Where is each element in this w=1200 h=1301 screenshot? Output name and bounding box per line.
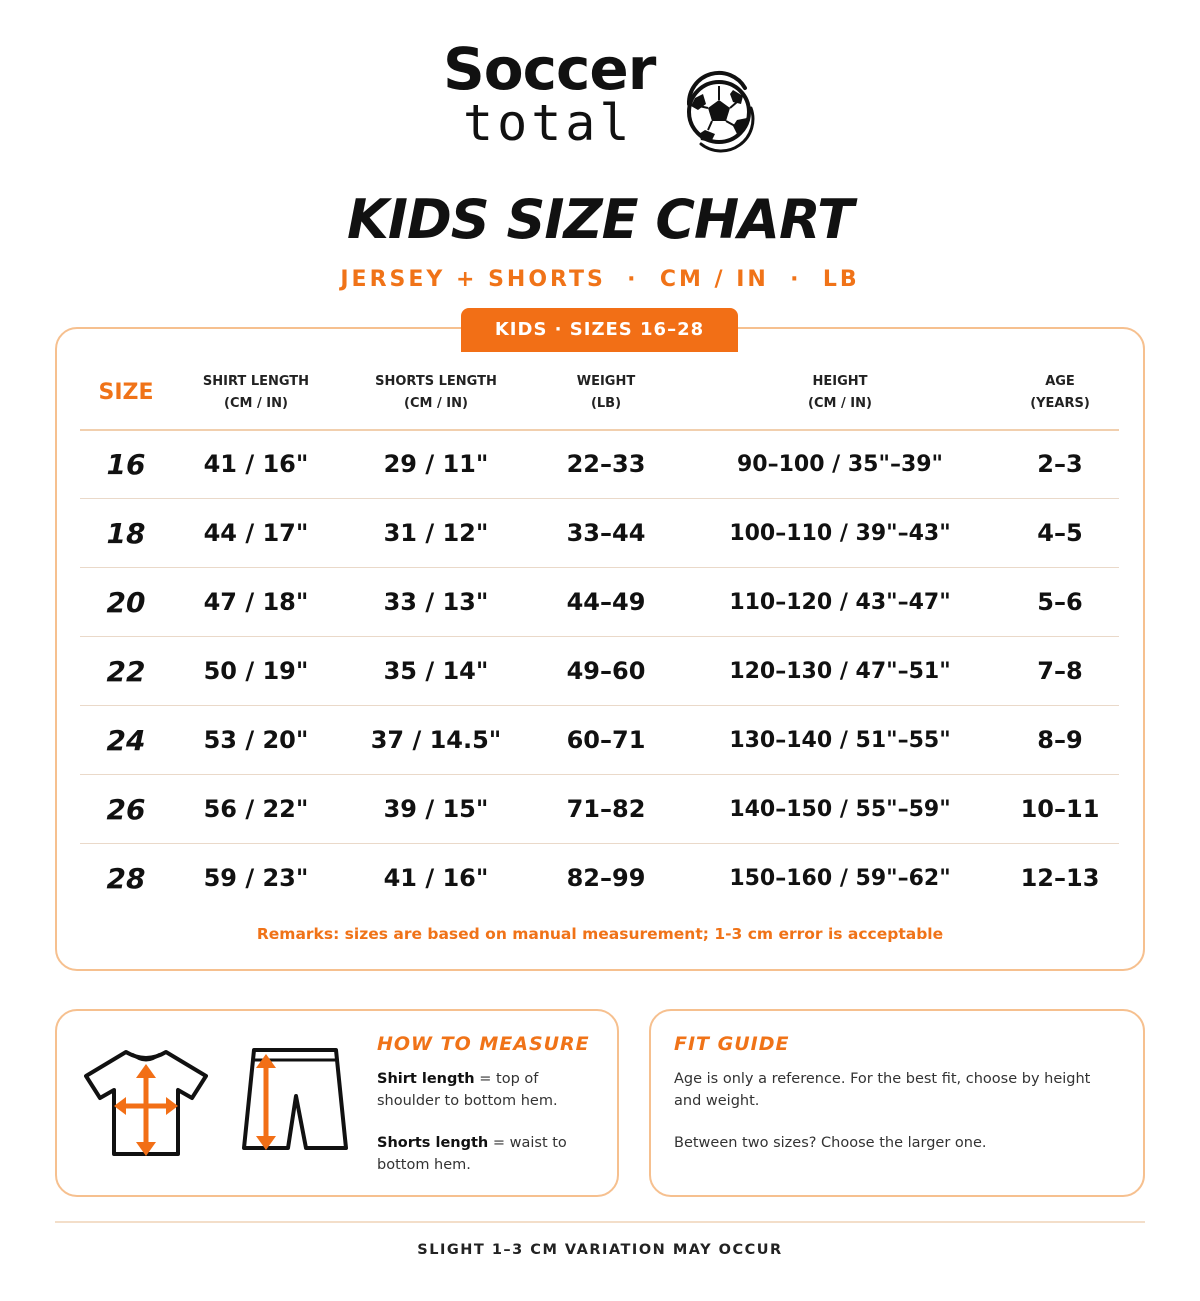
table-row [0, 706, 1200, 775]
cell-shirt-length: 53 / 20" [203, 726, 309, 754]
cell-height: 90–100 / 35"–39" [736, 452, 944, 477]
page-title: KIDS SIZE CHART [347, 188, 853, 251]
table-row [0, 499, 1200, 568]
cell-weight: 82–99 [566, 864, 646, 892]
cell-shorts-length: 37 / 14.5" [370, 726, 502, 754]
cell-shorts-length: 35 / 14" [383, 657, 489, 685]
fit-guide-between-sizes-note: Between two sizes? Choose the larger one. [674, 1135, 987, 1151]
cell-weight: 49–60 [566, 657, 646, 685]
table-row [0, 430, 1200, 499]
cell-height: 140–150 / 55"–59" [729, 797, 951, 822]
cell-size: 20 [106, 586, 146, 619]
cell-shirt-length: 41 / 16" [203, 450, 309, 478]
cell-shirt-length: 44 / 17" [203, 519, 309, 547]
cell-age: 12–13 [1020, 864, 1100, 892]
footer-divider [55, 1221, 1145, 1223]
cell-shorts-length: 31 / 12" [383, 519, 489, 547]
shorts-length-instruction: Shorts length = waist to bottom hem. [377, 1135, 567, 1173]
soccer-ball-icon [675, 64, 759, 154]
brand-name-line2: total [463, 94, 634, 152]
cell-age: 2–3 [1037, 450, 1083, 478]
fit-guide-title: FIT GUIDE [674, 1033, 790, 1055]
header-height: HEIGHT (CM / IN) [808, 374, 872, 411]
cell-age: 8–9 [1037, 726, 1083, 754]
cell-size: 24 [106, 724, 146, 757]
fit-guide-age-note: Age is only a reference. For the best fit, choose by height and weight. [674, 1071, 1091, 1109]
cell-shorts-length: 29 / 11" [383, 450, 489, 478]
cell-size: 18 [106, 517, 146, 550]
header-age: AGE (YEARS) [1030, 374, 1090, 411]
brand-logo [443, 35, 763, 158]
header-size: SIZE [98, 380, 154, 405]
cell-weight: 60–71 [566, 726, 646, 754]
cell-shorts-length: 41 / 16" [383, 864, 489, 892]
page-subtitle: JERSEY + SHORTS · CM / IN · LB [340, 267, 860, 292]
cell-age: 5–6 [1037, 588, 1083, 616]
header-weight: WEIGHT (LB) [576, 374, 636, 411]
footer-note: SLIGHT 1–3 CM VARIATION MAY OCCUR [417, 1242, 783, 1258]
table-row [0, 637, 1200, 706]
cell-shirt-length: 59 / 23" [203, 864, 309, 892]
brand-name-line1: Soccer [443, 35, 656, 103]
shorts-length-term: Shorts length [377, 1135, 489, 1151]
cell-age: 4–5 [1037, 519, 1083, 547]
cell-height: 100–110 / 39"–43" [729, 521, 951, 546]
cell-size: 26 [106, 793, 146, 826]
cell-size: 28 [106, 862, 146, 895]
cell-size: 16 [106, 448, 146, 481]
cell-shirt-length: 56 / 22" [203, 795, 309, 823]
cell-shirt-length: 47 / 18" [203, 588, 309, 616]
table-row [0, 568, 1200, 637]
header-shorts-length: SHORTS LENGTH (CM / IN) [375, 374, 497, 411]
cell-shirt-length: 50 / 19" [203, 657, 309, 685]
sizes-tab-label: KIDS · SIZES 16–28 [461, 308, 738, 352]
cell-weight: 22–33 [566, 450, 646, 478]
shirt-length-instruction: Shirt length = top of shoulder to bottom hem. [377, 1071, 558, 1109]
cell-weight: 33–44 [566, 519, 646, 547]
cell-height: 150–160 / 59"–62" [729, 866, 951, 891]
shorts-icon [240, 1046, 348, 1154]
cell-shorts-length: 39 / 15" [383, 795, 489, 823]
cell-weight: 44–49 [566, 588, 646, 616]
how-to-measure-title: HOW TO MEASURE [377, 1033, 590, 1055]
cell-height: 110–120 / 43"–47" [729, 590, 951, 615]
shirt-length-term: Shirt length [377, 1071, 475, 1087]
cell-height: 120–130 / 47"–51" [729, 659, 951, 684]
remarks-note: Remarks: sizes are based on manual measurement; 1-3 cm error is acceptable [256, 925, 944, 943]
shirt-icon [84, 1046, 208, 1158]
cell-weight: 71–82 [566, 795, 646, 823]
table-row [0, 775, 1200, 844]
table-row [0, 844, 1200, 913]
header-shirt-length: SHIRT LENGTH (CM / IN) [202, 374, 310, 411]
cell-shorts-length: 33 / 13" [383, 588, 489, 616]
cell-height: 130–140 / 51"–55" [729, 728, 951, 753]
cell-age: 7–8 [1037, 657, 1083, 685]
cell-age: 10–11 [1020, 795, 1100, 823]
cell-size: 22 [106, 655, 146, 688]
